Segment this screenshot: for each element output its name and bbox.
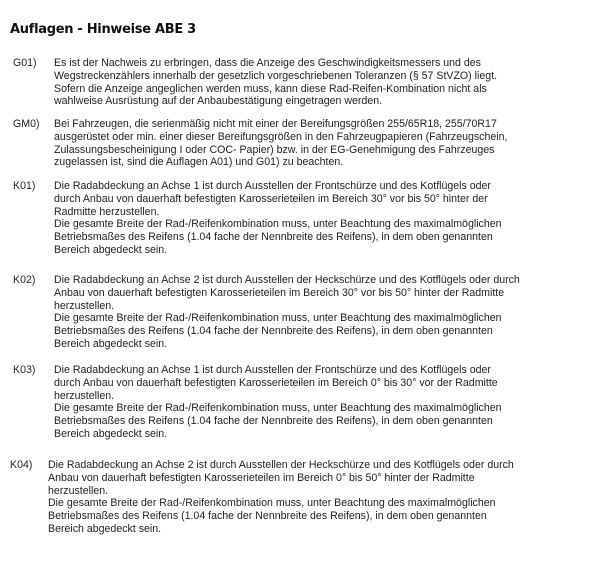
entry-line: Anbau von dauerhaft befestigten Karosserieteilen im Bereich 30° vor bis 50° hinter der Radmitte xyxy=(54,286,505,299)
entry-text xyxy=(54,180,502,257)
entry-line: Anbau von dauerhaft befestigten Karosserieteilen im Bereich 0° bis 50° hinter der Radmitte xyxy=(48,471,475,484)
entry-line: Sofern die Anzeige angeglichen werden muss, kann diese Rad-Reifen-Kombination nicht als xyxy=(54,82,487,95)
entry-line: Die gesamte Breite der Rad-/Reifenkombination muss, unter Beachtung des maximalmöglichen xyxy=(54,312,502,325)
entry-line: Zulassungsbescheinigung I oder COC- Papier) bzw. in der EG-Genehmigung des Fahrzeuges xyxy=(54,143,495,156)
entry-line: Die Radabdeckung an Achse 2 ist durch Ausstellen der Heckschürze und des Kotflügels oder durch xyxy=(48,459,514,471)
entry-line: Bereich abgedeckt sein. xyxy=(54,427,168,440)
entry-text xyxy=(54,274,520,351)
entry-text xyxy=(54,57,497,108)
entry-text xyxy=(54,118,507,169)
entry-line: durch Anbau von dauerhaft befestigten Karosserieteilen im Bereich 0° bis 30° vor der Radmitte xyxy=(54,376,498,389)
entry-line: Die gesamte Breite der Rad-/Reifenkombination muss, unter Beachtung des maximalmöglichen xyxy=(48,497,496,510)
entry-text xyxy=(54,364,502,441)
entry-code: K04) xyxy=(10,459,33,471)
entry-line: Bei Fahrzeugen, die serienmäßig nicht mit einer der Bereifungsgrößen 255/65R18, 255/70R17 xyxy=(54,118,497,130)
entry-line: Die gesamte Breite der Rad-/Reifenkombination muss, unter Beachtung des maximalmöglichen xyxy=(54,218,502,231)
entry-line: Betriebsmaßes des Reifens (1.04 fache der Nennbreite des Reifens), in dem oben genannten xyxy=(48,510,487,523)
entry-line: zugelassen ist, sind die Auflagen A01) und G01) zu beachten. xyxy=(54,156,344,169)
document-title: Auflagen - Hinweise ABE 3 xyxy=(10,22,196,37)
entry-line: Bereich abgedeckt sein. xyxy=(54,243,168,256)
entry-line: Betriebsmaßes des Reifens (1.04 fache der Nennbreite des Reifens), in dem oben genannten xyxy=(54,231,493,244)
entry-code: K01) xyxy=(13,180,36,192)
entry-code: K02) xyxy=(13,274,36,286)
entry-line: Bereich abgedeckt sein. xyxy=(54,337,168,350)
entry-line: Wegstreckenzählers innerhalb der gesetzlich vorgeschriebenen Toleranzen (§ 57 StVZO) liegt. xyxy=(54,69,498,82)
entry-line: Die gesamte Breite der Rad-/Reifenkombination muss, unter Beachtung des maximalmöglichen xyxy=(54,402,502,415)
entry-text xyxy=(48,459,514,536)
entry-line: Betriebsmaßes des Reifens (1.04 fache der Nennbreite des Reifens), in dem oben genannten xyxy=(54,415,493,428)
entry-line: Bereich abgedeckt sein. xyxy=(48,522,162,535)
entry-line: ausgerüstet oder min. einer dieser Bereifungsgrößen in den Fahrzeugpapieren (Fahrzeugschein, xyxy=(54,130,508,143)
entry-line: Radmitte herzustellen. xyxy=(54,205,160,218)
entry-code: GM0) xyxy=(13,118,40,130)
entry-line: Die Radabdeckung an Achse 1 ist durch Ausstellen der Frontschürze und des Kotflügels oder xyxy=(54,364,491,376)
entry-line: herzustellen. xyxy=(54,389,115,402)
entry-code: K03) xyxy=(13,364,36,376)
entry-line: herzustellen. xyxy=(54,299,115,312)
entry-line: Die Radabdeckung an Achse 1 ist durch Ausstellen der Frontschürze und des Kotflügels oder xyxy=(54,180,491,192)
entry-line: Die Radabdeckung an Achse 2 ist durch Ausstellen der Heckschürze und des Kotflügels oder durch xyxy=(54,274,520,286)
entry-line: Betriebsmaßes des Reifens (1.04 fache der Nennbreite des Reifens), in dem oben genannten xyxy=(54,325,493,338)
entry-code: G01) xyxy=(13,57,37,69)
entry-line: wahlweise Ausrüstung auf der Anbaubestätigung eingetragen werden. xyxy=(54,95,383,108)
entry-line: durch Anbau von dauerhaft befestigten Karosserieteilen im Bereich 30° vor bis 50° hinter der xyxy=(54,192,488,205)
entry-line: herzustellen. xyxy=(48,484,109,497)
entry-line: Es ist der Nachweis zu erbringen, dass die Anzeige des Geschwindigkeitsmessers und des xyxy=(54,57,481,69)
